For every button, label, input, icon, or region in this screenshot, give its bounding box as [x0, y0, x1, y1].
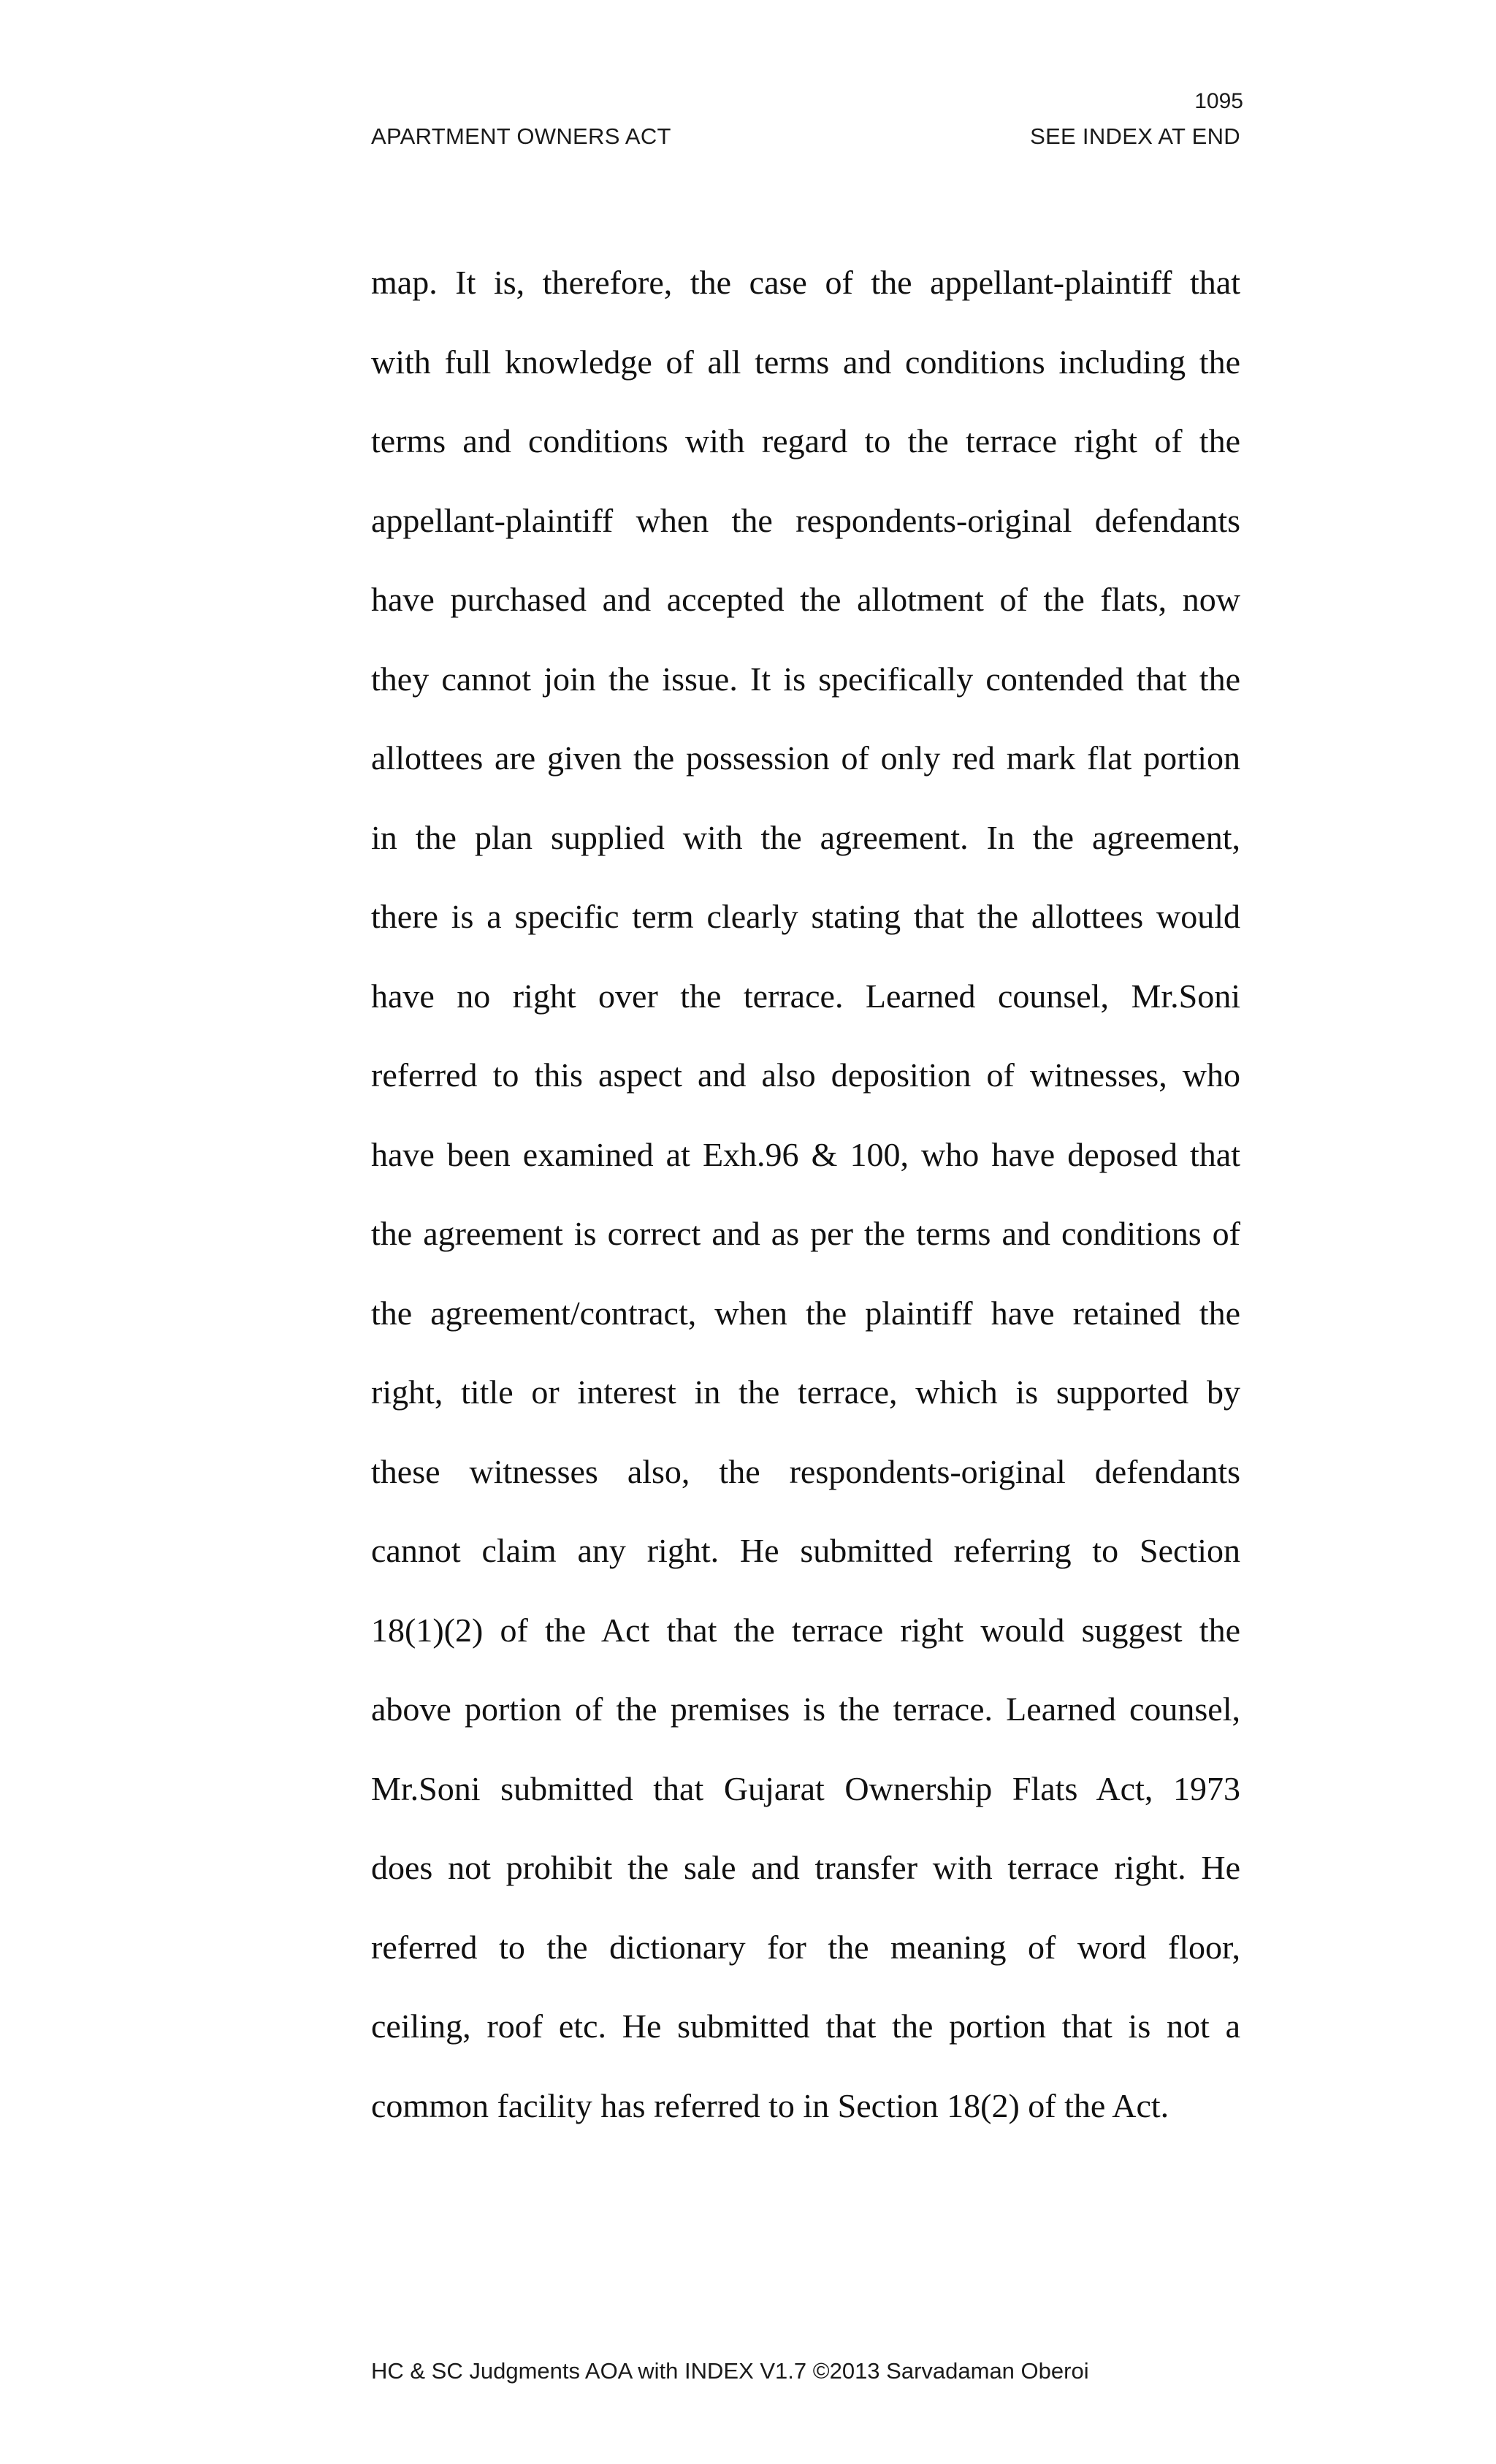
text-line — [371, 343, 1240, 422]
text-line — [371, 1135, 1240, 1215]
text-line — [371, 897, 1240, 977]
text-line-content: cannot claim any right. He submitted referring to Section — [371, 1532, 1240, 1569]
text-line — [371, 1611, 1240, 1690]
text-line-content: above portion of the premises is the terrace. Learned counsel, — [371, 1690, 1240, 1728]
text-line — [371, 1690, 1240, 1769]
text-line — [371, 263, 1240, 343]
text-line — [371, 580, 1240, 660]
header-left-title: APARTMENT OWNERS ACT — [371, 123, 671, 149]
text-line — [371, 1373, 1240, 1452]
text-line — [371, 2007, 1240, 2086]
text-line — [371, 1848, 1240, 1928]
text-line — [371, 739, 1240, 818]
text-line-content: have been examined at Exh.96 & 100, who have deposed that — [371, 1135, 1240, 1173]
text-line-content: map. It is, therefore, the case of the appellant-plaintiff that — [371, 264, 1240, 301]
text-line-content: the agreement/contract, when the plaintiff have retained the — [371, 1294, 1240, 1332]
text-line-content: they cannot join the issue. It is specifically contended that the — [371, 660, 1240, 698]
text-line — [371, 1056, 1240, 1135]
text-line-content: have no right over the terrace. Learned counsel, Mr.Soni — [371, 977, 1240, 1015]
text-line-content: with full knowledge of all terms and conditions including the — [371, 343, 1240, 381]
text-line — [371, 1452, 1240, 1532]
text-line-content: have purchased and accepted the allotment of the flats, now — [371, 581, 1240, 618]
text-line-content: in the plan supplied with the agreement. In the agreement, — [371, 818, 1240, 856]
page-number: 1095 — [1194, 89, 1243, 113]
header-right-note: SEE INDEX AT END — [1030, 123, 1240, 149]
text-line-content: terms and conditions with regard to the terrace right of the — [371, 422, 1240, 459]
text-line — [371, 977, 1240, 1056]
running-header — [371, 125, 1240, 148]
text-line — [371, 1214, 1240, 1294]
text-line-content: allottees are given the possession of only red mark flat portion — [371, 739, 1240, 777]
text-line-content: referred to this aspect and also deposition of witnesses, who — [371, 1056, 1240, 1094]
judgment-body-text — [371, 263, 1240, 2165]
text-line-content: these witnesses also, the respondents-original defendants — [371, 1452, 1240, 1490]
text-line-content: does not prohibit the sale and transfer with terrace right. He — [371, 1849, 1240, 1886]
text-line-content: the agreement is correct and as per the terms and conditions of — [371, 1215, 1240, 1252]
text-line — [371, 1769, 1240, 1849]
text-line-content: Mr.Soni submitted that Gujarat Ownership Flats Act, 1973 — [371, 1769, 1240, 1807]
text-line — [371, 422, 1240, 501]
text-line-content: 18(1)(2) of the Act that the terrace right would suggest the — [371, 1611, 1240, 1649]
text-line — [371, 1294, 1240, 1373]
text-line — [371, 1531, 1240, 1611]
text-line-content: there is a specific term clearly stating that the allottees would — [371, 898, 1240, 935]
text-line-content: referred to the dictionary for the meaning of word floor, — [371, 1928, 1240, 1966]
text-line — [371, 660, 1240, 739]
text-line-content: appellant-plaintiff when the respondents-original defendants — [371, 501, 1240, 539]
text-line-content: common facility has referred to in Section 18(2) of the Act. — [371, 2086, 1169, 2124]
text-line — [371, 2086, 1240, 2166]
footer-copyright: HC & SC Judgments AOA with INDEX V1.7 ©2013 Sarvadaman Oberoi — [371, 2358, 1089, 2384]
text-line — [371, 1928, 1240, 2007]
text-line-content: ceiling, roof etc. He submitted that the portion that is not a — [371, 2007, 1240, 2045]
text-line — [371, 501, 1240, 581]
text-line-content: right, title or interest in the terrace, which is supported by — [371, 1373, 1240, 1411]
text-line — [371, 818, 1240, 898]
